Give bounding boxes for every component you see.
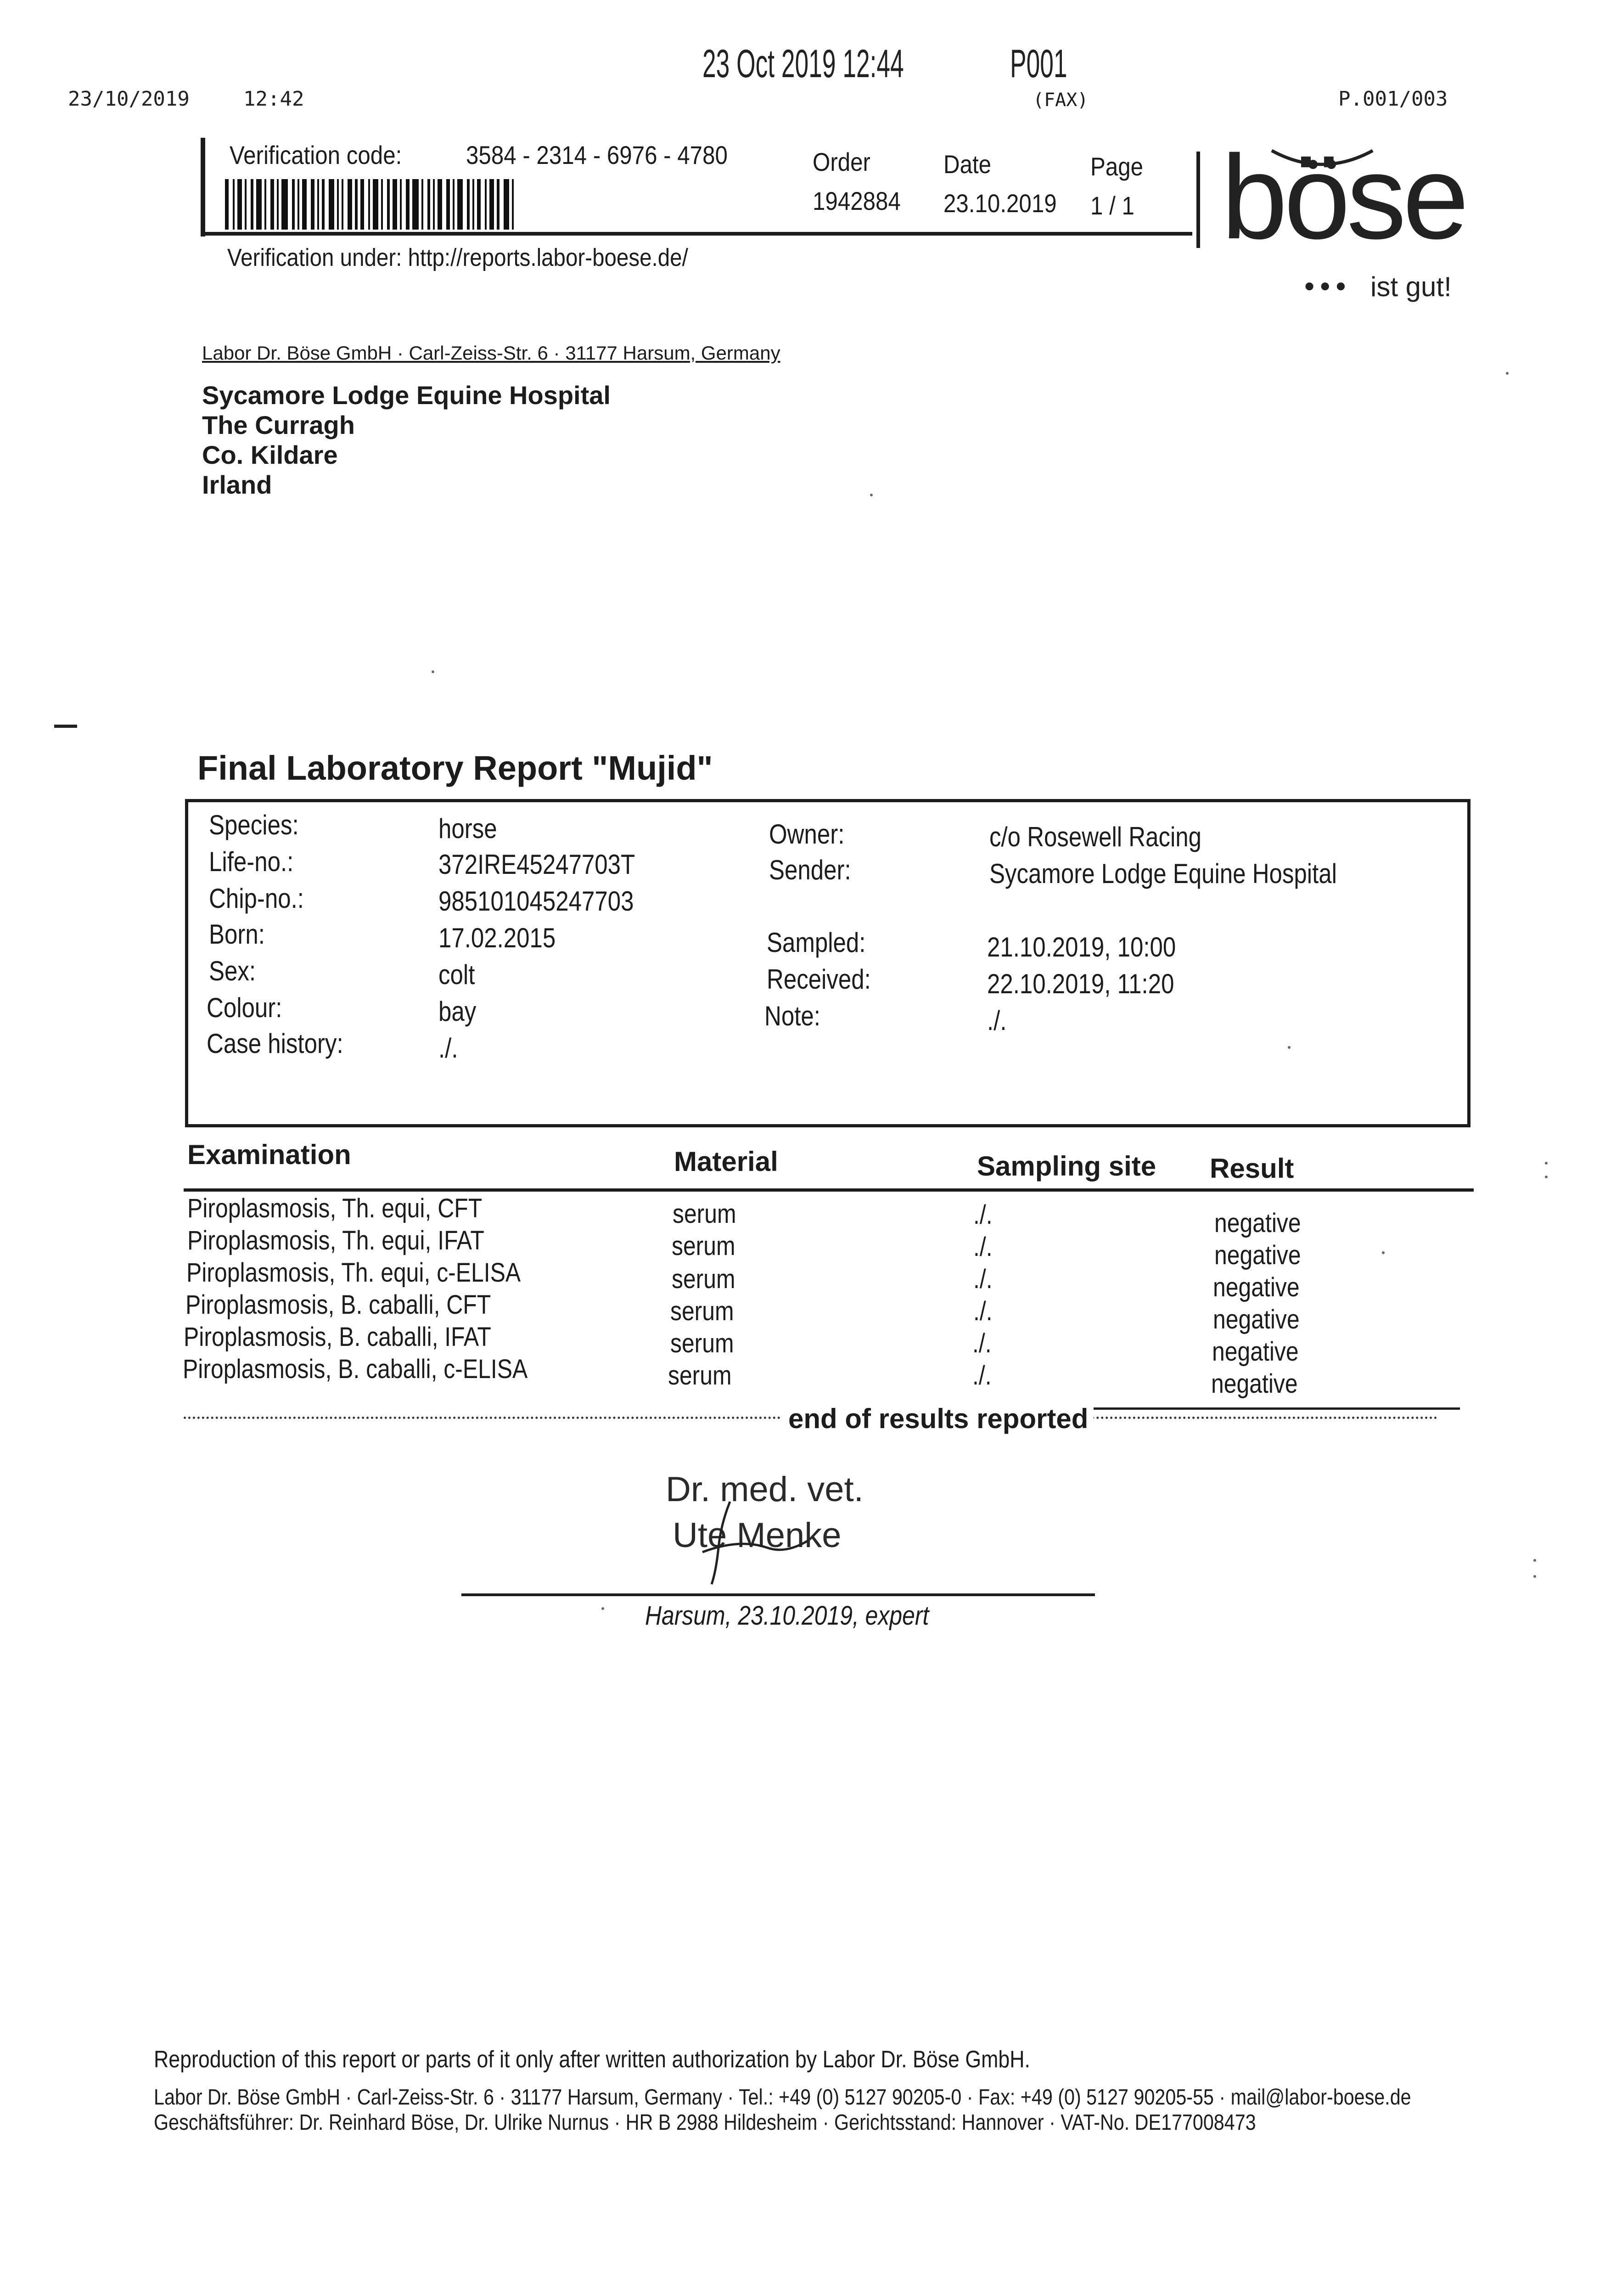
born-label: Born: [209,919,265,950]
footer-address: Labor Dr. Böse GmbH · Carl-Zeiss-Str. 6 · 31177 Harsum, Germany · Tel.: +49 (0) 5127 90205-0 · Fax: +49 (0) 5127 90205-55 · mail@labor-boese.de [154,2085,1411,2110]
barcode-bar [446,179,450,230]
barcode-bar [472,179,474,230]
barcode-bar [270,179,274,230]
fax-date: 23/10/2019 [68,87,190,111]
table-header-rule [184,1188,1474,1192]
barcode-bar [485,179,487,230]
barcode-bar [302,179,307,230]
exam-cell: Piroplasmosis, B. caballi, CFT [185,1290,491,1320]
sampled-value: 21.10.2019, 10:00 [987,932,1176,962]
recipient-line-3: Co. Kildare [202,440,338,469]
barcode-bar [368,179,370,230]
barcode-bar [489,179,494,230]
barcode-bar [427,179,430,230]
species-label: Species: [209,810,299,840]
barcode-bar [457,179,463,230]
barcode-bar [421,179,423,230]
barcode-bar [317,179,319,230]
barcode-bar [251,179,253,230]
result-cell: negative [1214,1240,1301,1270]
col-header-examination: Examination [187,1139,351,1170]
life-no-value: 372IRE45247703T [438,849,635,880]
material-cell: serum [668,1361,732,1390]
scan-speck [1545,1176,1548,1178]
received-value: 22.10.2019, 11:20 [987,968,1174,999]
owner-label: Owner: [769,819,845,850]
barcode-bar [225,179,229,230]
species-value: horse [438,813,497,844]
col-header-material: Material [674,1146,778,1177]
barcode-bar [477,179,481,230]
exam-cell: Piroplasmosis, Th. equi, IFAT [187,1226,484,1255]
verification-code-label: Verification code: [230,141,402,169]
site-cell: ./. [973,1200,993,1230]
material-cell: serum [672,1264,735,1294]
barcode-bar [292,179,295,230]
barcode-bar [311,179,314,230]
scan-speck [432,670,434,673]
exam-cell: Piroplasmosis, Th. equi, c-ELISA [186,1258,521,1288]
footer-reproduction-notice: Reproduction of this report or parts of it only after written authorization by Labor Dr. Böse GmbH. [154,2046,1030,2073]
verification-code: 3584 - 2314 - 6976 - 4780 [466,141,728,169]
order-label: Order [813,147,870,176]
barcode-bar [400,179,402,230]
colour-label: Colour: [207,992,282,1023]
result-cell: negative [1212,1337,1299,1367]
sender-label: Sender: [769,855,851,885]
fax-stamp-page: P001 [1010,42,1067,86]
verification-barcode [225,179,546,230]
sender-value: Sycamore Lodge Equine Hospital [989,858,1337,889]
end-of-results-marker [184,1403,1460,1434]
barcode-bar [348,179,352,230]
scan-speck [601,1607,604,1610]
barcode-bar [360,179,364,230]
barcode-bar [237,179,242,230]
received-label: Received: [767,964,871,995]
site-cell: ./. [972,1361,992,1390]
barcode-bar [387,179,390,230]
result-cell: negative [1214,1208,1301,1238]
material-cell: serum [672,1231,735,1261]
page-label: Page [1090,152,1144,181]
barcode-bar [233,179,235,230]
note-value: ./. [987,1005,1007,1036]
logo-wordmark: böse [1221,131,1465,264]
scan-speck [1533,1559,1536,1562]
result-cell: negative [1213,1272,1300,1302]
site-cell: ./. [972,1328,992,1358]
site-cell: ./. [973,1296,993,1326]
barcode-bar [281,179,288,230]
case-history-label: Case history: [207,1028,343,1059]
barcode-bar [322,179,325,230]
barcode-bar [406,179,410,230]
result-cell: negative [1213,1305,1300,1334]
verification-url[interactable]: http://reports.labor-boese.de/ [408,244,688,271]
signature-rule [461,1593,1095,1596]
barcode-bar [355,179,358,230]
tagline-dots-icon: ●●● [1304,276,1351,296]
signature-place-date: Harsum, 23.10.2019, expert [645,1601,929,1631]
case-history-value: ./. [438,1033,458,1064]
exam-cell: Piroplasmosis, Th. equi, CFT [187,1193,483,1223]
signature-scribble-icon [675,1497,868,1589]
footer-management: Geschäftsführer: Dr. Reinhard Böse, Dr. Ulrike Nurnus · HR B 2988 Hildesheim · Gerichtsstand: Hannover · VAT-No. DE177008473 [154,2110,1256,2135]
recipient-line-1: Sycamore Lodge Equine Hospital [202,381,611,410]
col-header-sampling-site: Sampling site [977,1151,1156,1182]
logo-divider [1196,152,1200,248]
barcode-bar [412,179,419,230]
site-cell: ./. [973,1232,993,1262]
barcode-bar [453,179,455,230]
barcode-bar [512,179,514,230]
material-cell: serum [670,1296,734,1326]
report-title: Final Laboratory Report "Mujid" [197,749,713,787]
scan-speck [870,494,873,496]
recipient-line-4: Irland [202,470,272,499]
barcode-bar [329,179,334,230]
end-of-results-text: end of results reported [783,1403,1094,1435]
scan-speck [1382,1251,1385,1254]
fax-stamp-datetime: 23 Oct 2019 12:44 [702,42,904,86]
barcode-bar [438,179,442,230]
recipient-line-2: The Curragh [202,411,355,439]
scan-speck [1506,372,1509,375]
punch-mark [54,725,77,728]
barcode-bar [342,179,343,230]
fax-page-count: P.001/003 [1338,87,1448,111]
report-date: 23.10.2019 [943,189,1057,218]
exam-cell: Piroplasmosis, B. caballi, IFAT [184,1322,491,1352]
sex-label: Sex: [209,956,256,986]
barcode-bar [256,179,262,230]
exam-cell: Piroplasmosis, B. caballi, c-ELISA [183,1354,528,1384]
fax-time: 12:42 [243,87,304,111]
fax-stamp-mode: (FAX) [1033,90,1089,111]
material-cell: serum [670,1328,734,1358]
born-value: 17.02.2015 [438,923,556,953]
site-cell: ./. [973,1264,993,1294]
signature-name: Ute Menke [673,1516,842,1555]
chip-no-value: 985101045247703 [438,886,634,917]
barcode-bar [381,179,383,230]
note-label: Note: [764,1001,820,1031]
barcode-bar [433,179,435,230]
verification-url-line [227,243,688,272]
colour-value: bay [438,996,477,1027]
verification-under-label: Verification under: [227,244,402,271]
material-cell: serum [673,1199,736,1229]
barcode-bar [277,179,279,230]
logo-tagline: ist gut! [1370,271,1452,302]
barcode-bar [297,179,299,230]
date-label: Date [943,150,992,179]
sampled-label: Sampled: [767,927,866,958]
page-number: 1 / 1 [1090,191,1134,220]
barcode-bar [504,179,509,230]
barcode-bar [264,179,266,230]
col-header-result: Result [1210,1153,1294,1184]
result-cell: negative [1211,1369,1298,1399]
order-number: 1942884 [813,186,901,215]
owner-value: c/o Rosewell Racing [989,822,1202,852]
barcode-bar [337,179,339,230]
scan-speck [1533,1575,1536,1578]
barcode-bar [497,179,500,230]
sender-address-line: Labor Dr. Böse GmbH · Carl-Zeiss-Str. 6 · 31177 Harsum, Germany [202,342,780,364]
scan-speck [1288,1046,1291,1049]
barcode-bar [467,179,470,230]
sex-value: colt [438,959,475,990]
barcode-bar [393,179,397,230]
life-no-label: Life-no.: [209,846,294,877]
scan-speck [1545,1162,1548,1165]
barcode-bar [373,179,378,230]
signature-title: Dr. med. vet. [666,1470,864,1509]
barcode-bar [245,179,247,230]
chip-no-label: Chip-no.: [209,883,304,914]
